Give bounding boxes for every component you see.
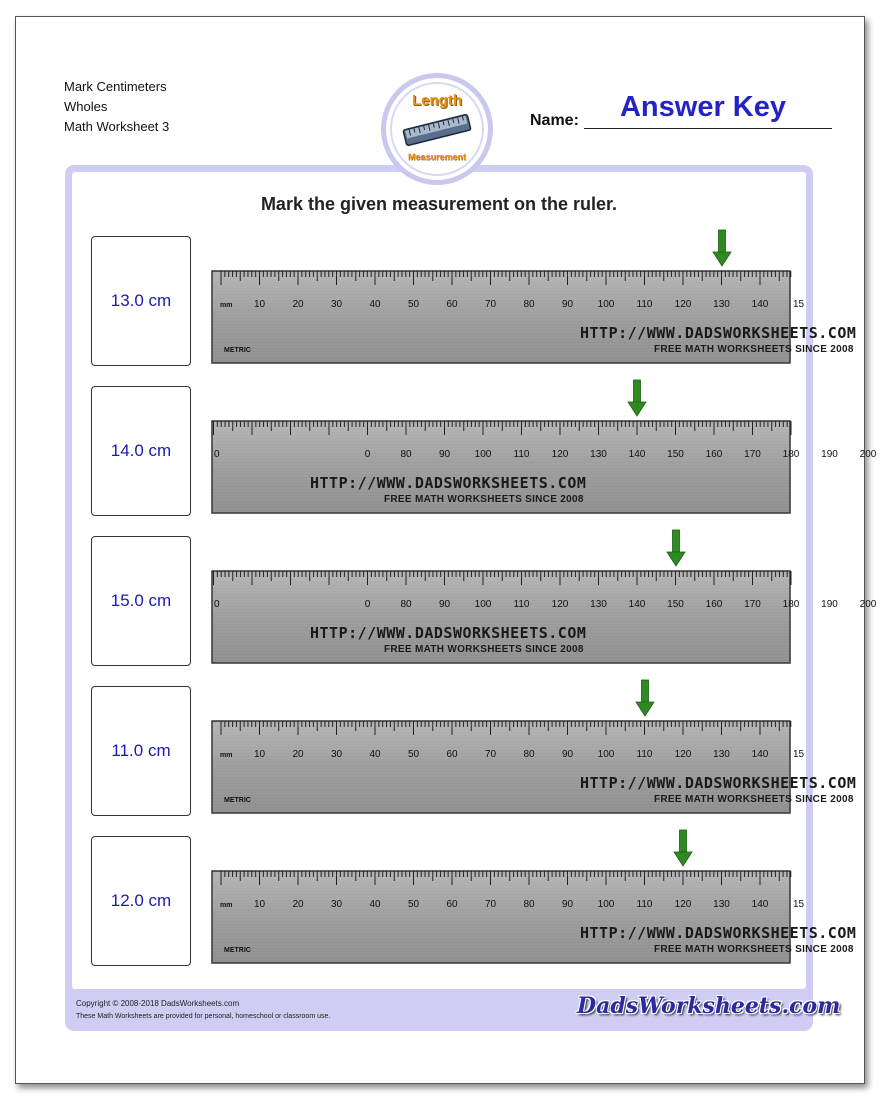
ruler-tagline-text: FREE MATH WORKSHEETS SINCE 2008 [384,644,584,655]
ruler-tick-label: 160 [705,449,723,460]
ruler-tagline-text: FREE MATH WORKSHEETS SINCE 2008 [654,944,854,955]
ruler-tick-label: 100 [597,299,615,310]
ruler-tick-label: 20 [292,899,304,910]
ruler-tick-label: 120 [551,449,569,460]
ruler-tick-label: 60 [446,749,458,760]
ruler-tick-label: 130 [713,899,730,910]
ruler-tick-label: 130 [590,599,607,610]
ruler-unit-label: mm [220,752,233,759]
ruler-icon [402,112,472,148]
ruler-tick-label: 90 [561,749,574,760]
ruler-tick-label: 110 [513,449,530,460]
ruler-tick-label: 110 [513,599,530,610]
ruler-tick-label: 140 [751,899,769,910]
measurement-box [91,836,191,966]
measurement-label: 11.0 cm [111,741,171,760]
ruler-tick-label: 100 [474,449,492,460]
name-label: Name: [530,112,579,129]
ruler-tick-label: 90 [561,299,574,310]
ruler-tick-label: 70 [484,899,497,910]
ruler-tick-label: 15 [792,899,805,910]
ruler-tick-label: 30 [330,899,343,910]
ruler-tick-label: 130 [590,449,607,460]
ruler-tick-label: 70 [484,749,497,760]
ruler-graphic [212,571,877,663]
ruler-tick-label: 120 [674,299,692,310]
ruler-tick-label: 50 [407,299,420,310]
ruler-tick-label: 30 [330,749,343,760]
worksheet-subtitle: Wholes [64,99,108,114]
answer-arrow-icon [666,530,686,568]
ruler-tick-label: 20 [292,749,304,760]
ruler-tick-label: 15 [792,749,805,760]
ruler-tick-label: 170 [744,449,761,460]
ruler[interactable] [212,271,857,363]
ruler-tick-label: 100 [597,899,615,910]
ruler-tick-label: 160 [705,599,723,610]
ruler[interactable] [212,571,877,663]
name-line [584,128,832,129]
ruler-metric-label: METRIC [224,947,251,954]
ruler-tagline-text: FREE MATH WORKSHEETS SINCE 2008 [654,344,854,355]
ruler-url-text: HTTP://WWW.DADSWORKSHEETS.COM [310,624,587,642]
measurement-label: 12.0 cm [110,891,172,910]
answer-arrow-icon [635,680,655,718]
ruler-tick-label: 140 [628,449,646,460]
ruler-tick-label: 70 [484,299,497,310]
ruler-tick-label: 10 [253,899,266,910]
ruler-tick-label: 30 [330,299,343,310]
worksheet-page [15,16,877,1084]
ruler-tick-label: 80 [523,299,535,310]
ruler-unit-label: mm [220,302,233,309]
answer-arrow-icon [673,830,693,868]
ruler-tick-label: 110 [636,749,653,760]
ruler-graphic [212,271,857,363]
ruler-url-text: HTTP://WWW.DADSWORKSHEETS.COM [580,324,857,342]
ruler-tick-label: 90 [438,449,451,460]
ruler-tick-label: 130 [713,749,730,760]
footer-copyright: Copyright © 2008-2018 DadsWorksheets.com [76,999,240,1008]
worksheet-title: Mark Centimeters [64,79,167,94]
ruler-tick-label: 10 [253,299,266,310]
ruler-tick-label: 80 [523,899,535,910]
ruler-tick-label: 80 [400,449,412,460]
ruler-url-text: HTTP://WWW.DADSWORKSHEETS.COM [310,474,587,492]
ruler-tick-label: 150 [667,599,684,610]
problem-area [72,172,877,989]
ruler-tick-label: 90 [561,899,574,910]
ruler-unit-label: mm [220,902,233,909]
ruler-graphic [212,871,857,963]
ruler-tick-label: 80 [523,749,535,760]
ruler[interactable] [212,421,877,513]
footer-note: These Math Worksheets are provided for personal, homeschool or classroom use. [76,1013,331,1020]
ruler-url-text: HTTP://WWW.DADSWORKSHEETS.COM [580,774,857,792]
ruler-tick-label: 180 [782,599,800,610]
ruler-tick-label: 80 [400,599,412,610]
badge-title: Length [412,92,462,109]
ruler-tick-label: 90 [438,599,451,610]
ruler-tick-label: 190 [821,449,838,460]
answer-arrow-icon [712,230,732,268]
ruler-tick-label: 110 [636,299,653,310]
ruler-tick-label: 200 [859,599,877,610]
ruler-metric-label: METRIC [224,347,251,354]
problem-frame [65,165,877,1031]
dadsworksheets-logo: DadsWorksheets.com [577,993,841,1019]
ruler-tick-label: 180 [782,449,800,460]
measurement-label: 15.0 cm [110,591,172,610]
ruler-tick-label: 140 [628,599,646,610]
ruler-tick-label: 40 [369,899,381,910]
ruler-tagline-text: FREE MATH WORKSHEETS SINCE 2008 [654,794,854,805]
measurement-box [91,386,191,516]
ruler-tick-label: 20 [292,299,304,310]
worksheet-title-block [64,77,169,137]
ruler[interactable] [212,721,857,813]
ruler-tick-label: 0 [214,449,220,460]
ruler-tick-label: 10 [253,749,266,760]
ruler-tick-label: 0 [214,599,220,610]
ruler-graphic [212,721,857,813]
worksheet-number: Math Worksheet 3 [64,119,170,134]
badge-subtitle: Measurement [407,152,467,162]
ruler[interactable] [212,871,857,963]
ruler-tick-label: 0 [364,449,371,460]
ruler-tick-label: 100 [597,749,615,760]
measurement-box [91,686,191,816]
ruler-graphic [212,421,877,513]
ruler-tick-label: 60 [446,299,458,310]
ruler-tick-label: 140 [751,749,769,760]
ruler-tick-label: 140 [751,299,769,310]
ruler-tick-label: 120 [674,749,692,760]
answer-arrow-icon [627,380,647,418]
ruler-tick-label: 190 [821,599,838,610]
ruler-tick-label: 40 [369,749,381,760]
ruler-metric-label: METRIC [224,797,251,804]
measurement-box [91,236,191,366]
ruler-tick-label: 120 [551,599,569,610]
ruler-tick-label: 50 [407,899,420,910]
ruler-url-text: HTTP://WWW.DADSWORKSHEETS.COM [580,924,857,942]
answer-key-text: Answer Key [619,91,786,123]
ruler-tick-label: 0 [364,599,371,610]
measurement-label: 14.0 cm [110,441,172,460]
measurement-box [91,536,191,666]
ruler-tick-label: 120 [674,899,692,910]
ruler-tick-label: 200 [859,449,877,460]
length-measurement-badge [381,73,493,185]
measurement-label: 13.0 cm [110,291,172,310]
instruction-text: Mark the given measurement on the ruler. [260,194,618,214]
ruler-tick-label: 110 [636,899,653,910]
ruler-tick-label: 130 [713,299,730,310]
ruler-tick-label: 40 [369,299,381,310]
ruler-tick-label: 60 [446,899,458,910]
ruler-tagline-text: FREE MATH WORKSHEETS SINCE 2008 [384,494,584,505]
ruler-tick-label: 15 [792,299,805,310]
ruler-tick-label: 50 [407,749,420,760]
ruler-tick-label: 100 [474,599,492,610]
ruler-tick-label: 150 [667,449,684,460]
ruler-tick-label: 170 [744,599,761,610]
